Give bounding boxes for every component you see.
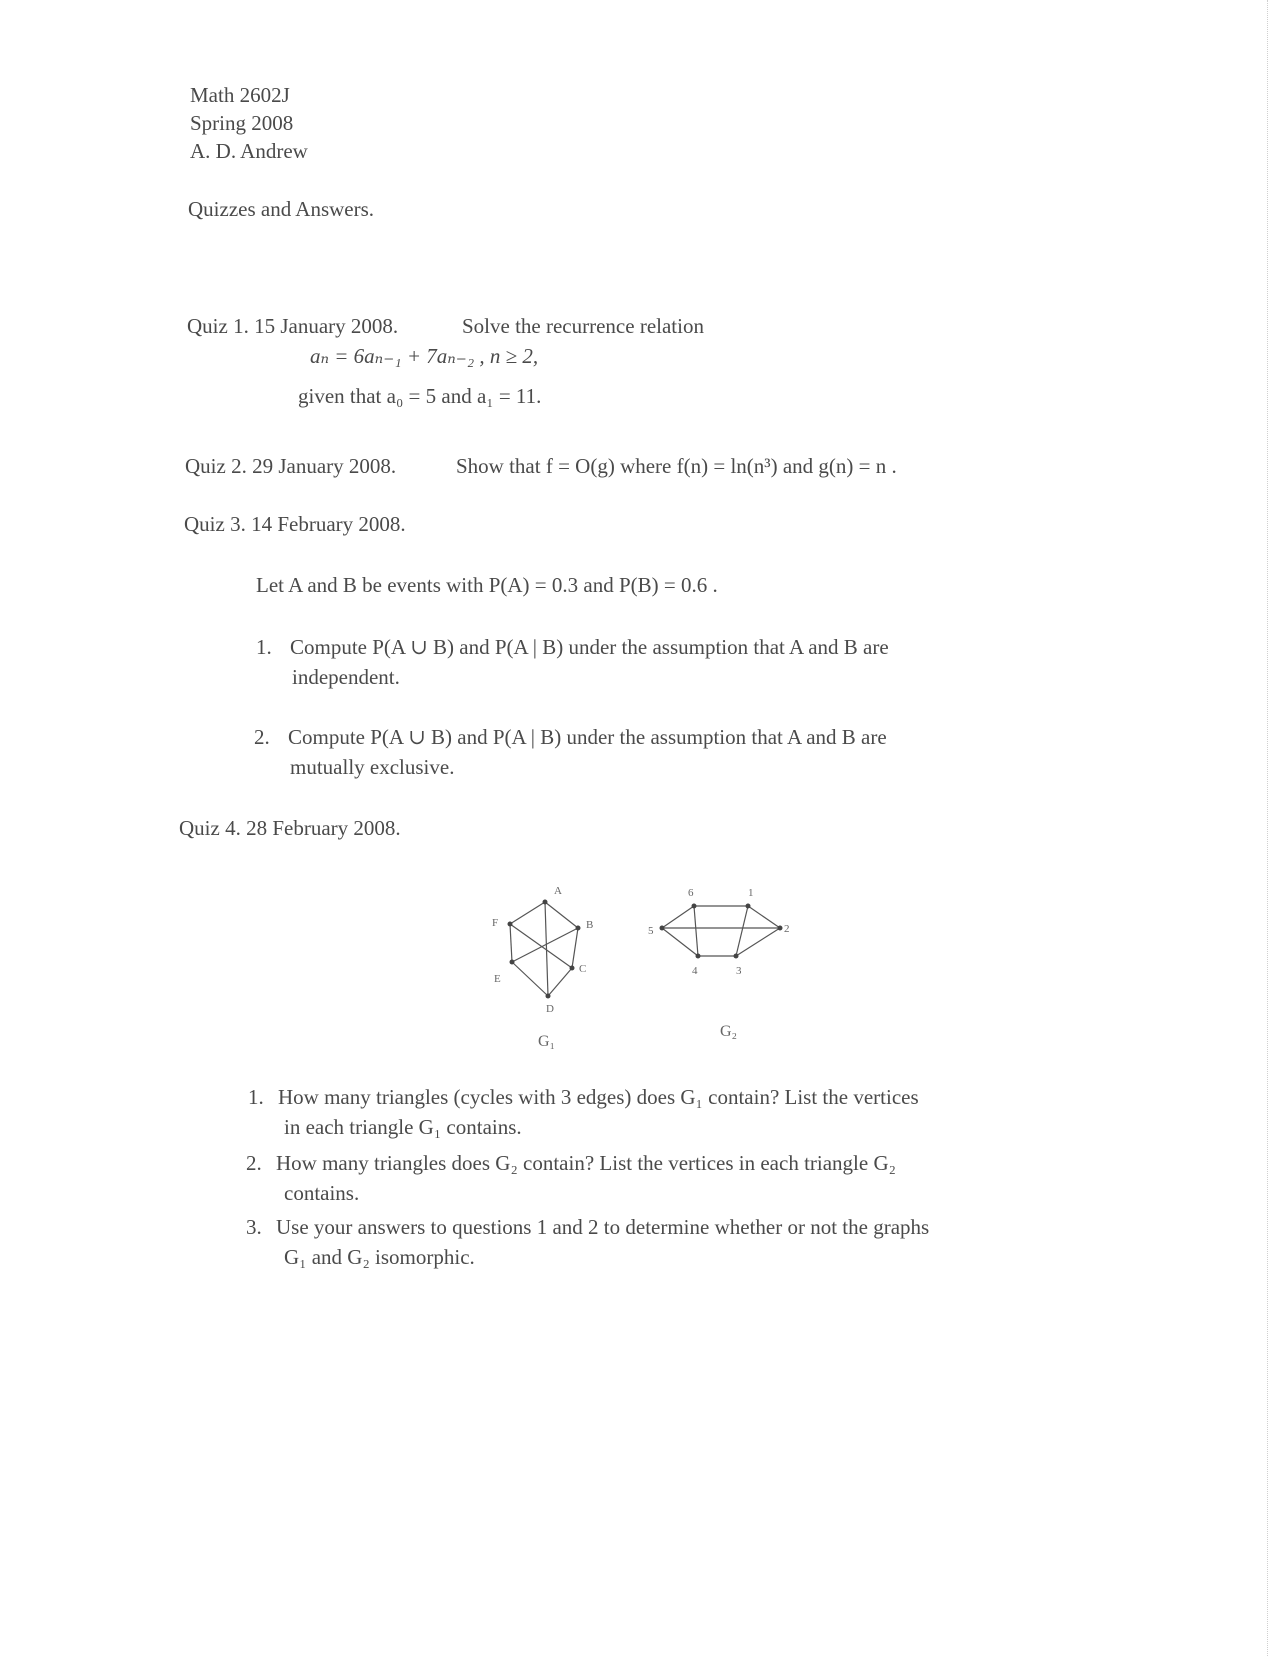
graph-g2-label-5: 5 [648,925,654,937]
quiz3-item-number: 1. [256,635,272,659]
graph-g2-label-4: 4 [692,965,698,977]
quiz3-item-line: mutually exclusive. [290,755,455,779]
graph-vertex [576,926,581,931]
quiz4-question-number: 2. [246,1151,262,1175]
quiz3-heading: Quiz 3. 14 February 2008. [184,512,406,536]
graph-vertex [570,966,575,971]
graph-g1-label-c: C [579,963,587,975]
graph-g2-label-1: 1 [748,887,754,899]
course-code: Math 2602J [190,83,290,107]
graph-vertex [734,954,739,959]
graph-g2-label-6: 6 [688,887,694,899]
graph-vertex [660,926,665,931]
document-title: Quizzes and Answers. [188,197,375,221]
quiz4-question-line: contains. [284,1181,360,1205]
quiz4-question-line: Use your answers to questions 1 and 2 to determine whether or not the graphs [276,1215,930,1239]
quiz4-question-line: G₁ and G₂ isomorphic. [284,1245,475,1269]
quiz3-item-line: Compute P(A ∪ B) and P(A | B) under the assumption that A and B are [290,635,889,659]
graph-g1-edges [510,902,578,996]
graph-g1-label-f: F [492,917,499,929]
quiz2-heading: Quiz 2. 29 January 2008. [185,454,397,478]
graph-g1-label-b: B [586,919,594,931]
instructor: A. D. Andrew [190,139,308,163]
quiz4-question-number: 3. [246,1215,262,1239]
graph-g2-label-3: 3 [736,965,742,977]
graph-g2-edges [662,906,780,956]
quiz3-item-line: Compute P(A ∪ B) and P(A | B) under the assumption that A and B are [288,725,887,749]
graph-g2-vertices [660,904,783,959]
graph-vertex [508,922,513,927]
quiz4-question-number: 1. [248,1085,264,1109]
graph-vertex [746,904,751,909]
quiz3-item-line: independent. [292,665,400,689]
scan-edge [1266,0,1268,1656]
graph-vertex [696,954,701,959]
quiz3-intro: Let A and B be events with P(A) = 0.3 and P(B) = 0.6 . [256,573,718,597]
quiz1-prompt: Solve the recurrence relation [462,314,704,338]
graph-vertex [692,904,697,909]
graph-vertex [546,994,551,999]
quiz3-item-number: 2. [254,725,270,749]
graph-g2-label-2: 2 [784,923,790,935]
graph-g1 [480,870,620,1050]
graph-g1-label-e: E [494,973,501,985]
graph-g1-label-d: D [546,1003,554,1015]
graph-vertex [778,926,783,931]
graph-g2 [636,880,796,1050]
quiz1-heading: Quiz 1. 15 January 2008. [187,314,399,338]
quiz4-question-line: How many triangles (cycles with 3 edges) does G₁ contain? List the vertices [278,1085,919,1109]
graph-vertex [510,960,515,965]
quiz1-initial-conditions: given that a₀ = 5 and a₁ = 11. [298,384,542,408]
quiz4-question-line: in each triangle G₁ contains. [284,1115,522,1139]
graph-g1-label-a: A [554,885,562,897]
quiz1-recurrence: aₙ = 6aₙ₋₁ + 7aₙ₋₂ , n ≥ 2, [310,344,539,368]
quiz4-heading: Quiz 4. 28 February 2008. [179,816,401,840]
graph-g1-vertices [508,900,581,999]
graph-g2-caption: G₂ [720,1023,738,1040]
quiz4-question-line: How many triangles does G₂ contain? List the vertices in each triangle G₂ [276,1151,896,1175]
graph-vertex [543,900,548,905]
quiz2-text: Show that f = O(g) where f(n) = ln(n³) and g(n) = n . [456,454,897,478]
term: Spring 2008 [190,111,294,135]
graph-g1-caption: G₁ [538,1033,556,1050]
